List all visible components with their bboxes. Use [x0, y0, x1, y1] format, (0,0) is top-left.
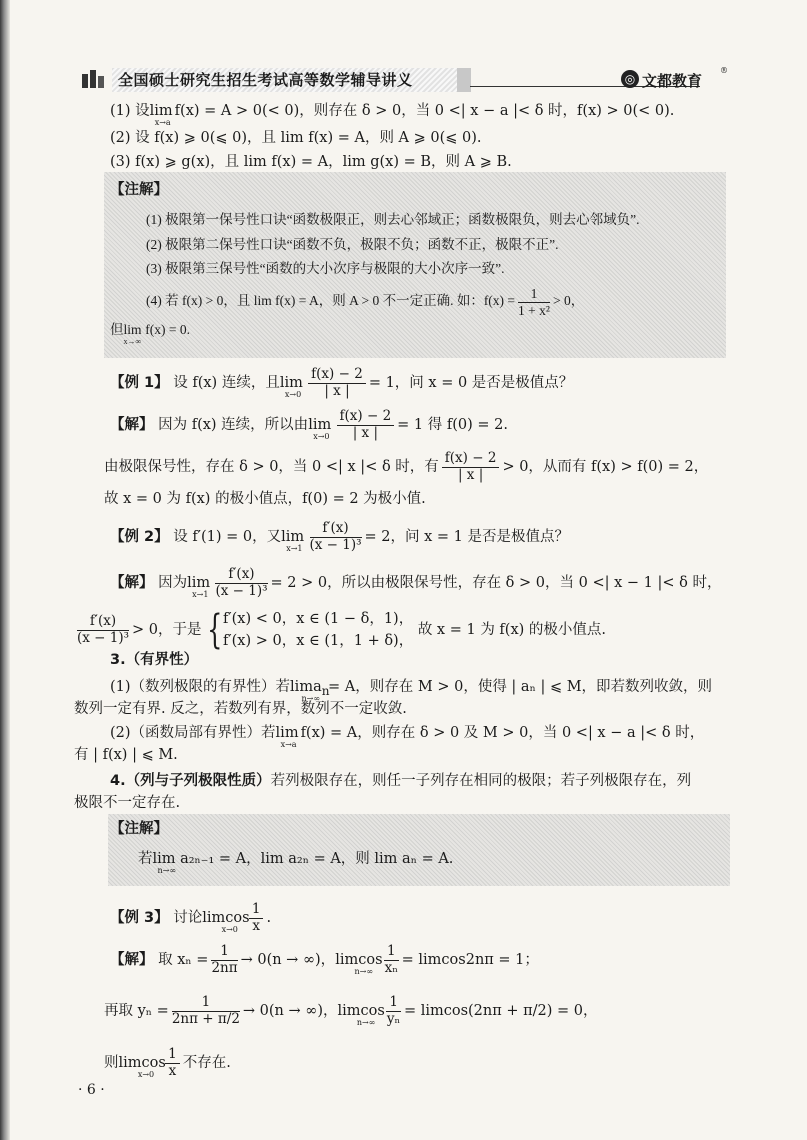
note-2-text: 若$\lim_{n\to\infty}a_{2n-1} = A$，lim a₂ₙ = A，则 lim aₙ = A.	[138, 851, 454, 875]
note-1-item-5: 但$\lim_{x\to\infty}f(x) = 0$.	[110, 322, 190, 346]
page-number: · 6 ·	[78, 1082, 105, 1098]
header-brand: 文都教育	[642, 72, 703, 90]
example-1-solution-1: 【解】 因为 f(x) 连续，所以由$\lim_{x\to 0}$ $\frac{f(x) - 2}{| x |}$ = 1 得 f(0) = 2.	[110, 408, 508, 441]
property-3: (3) f(x) ⩾ g(x)，且 lim f(x) = A，lim g(x) = B，则 A ⩾ B.	[110, 154, 512, 170]
note-1-item-1: (1) 极限第一保号性口诀“函数极限正，则去心邻域正；函数极限负，则去心邻域负”.	[146, 212, 640, 227]
example-3-question: 【例 3】 讨论limcos$_{x\to 0}$ $\frac{1}{x}$ .	[110, 901, 272, 934]
boundedness-2: (2)（函数局部有界性）若$\lim_{x\to a}f(x) = A$，则存在 δ > 0 及 M > 0，当 0 <| x − a |< δ 时，	[110, 725, 705, 749]
note-1-item-4: (4) 若 f(x) > 0，且 lim f(x) = A，则 A > 0 不一定正确. 如：f(x) = $\frac{1}{\text{1 + x²}}$ > 0，	[146, 286, 585, 318]
example-1-solution-3: 故 x = 0 为 f(x) 的极小值点，f(0) = 2 为极小值.	[104, 491, 426, 507]
note-2-heading: 【注解】	[110, 821, 168, 837]
boundedness-2-cont: 有 | f(x) | ⩽ M.	[74, 747, 178, 763]
note-1-item-2: (2) 极限第二保号性口诀“函数不负，极限不负；函数不正，极限不正”.	[146, 237, 559, 252]
wendu-logo-icon: ◎	[621, 70, 639, 88]
registered-mark: ®	[720, 66, 728, 75]
example-2-solution-2: $\frac{f'(x)}{\text{(x − 1)³}}$ > 0，于是 { f′(x) < 0，x ∈ (1 − δ，1)， f′(x) > 0，x ∈ (1，1 + δ)， 故 x = 1 为 f(x) 的极小值点.	[77, 607, 607, 653]
book-spine-shadow	[0, 0, 10, 1140]
example-3-solution-2: 再取 yₙ = $\frac{1}{2n\pi + \pi/2}$ → 0(n → ∞)，limcos$_{n\to\infty}$ $\frac{1}{\text{yₙ}}$ = limcos(2nπ + π/2) = 0，	[104, 994, 598, 1027]
note-1-heading: 【注解】	[110, 182, 168, 198]
property-1: (1) 设$\lim_{x\to a}f(x) = A > 0(< 0)$，则存在 δ > 0，当 0 <| x − a |< δ 时，f(x) > 0(< 0).	[110, 103, 675, 127]
section-3-heading: 3.（有界性）	[110, 652, 199, 668]
boundedness-1: (1)（数列极限的有界性）若lima$_{nn\to\infty}$= A，则存在 M > 0，使得 | aₙ | ⩽ M，即若数列收敛，则	[110, 679, 713, 703]
example-2-solution-1: 【解】 因为$\lim_{x\to 1}$ $\frac{f'(x)}{\text{(x − 1)³}}$ = 2 > 0，所以由极限保号性，存在 δ > 0，当 0 <| x − 1 |< δ 时，	[110, 566, 722, 599]
page-header	[70, 66, 735, 94]
section-4-cont: 极限不一定存在.	[74, 795, 181, 811]
note-box-2	[108, 814, 730, 886]
example-1-solution-2: 由极限保号性，存在 δ > 0，当 0 <| x |< δ 时，有 $\frac{f(x) - 2}{| x |}$ > 0，从而有 f(x) > f(0) = 2，	[104, 450, 709, 483]
boundedness-1-cont: 数列一定有界. 反之，若数列有界，数列不一定收敛.	[74, 701, 407, 717]
example-3-solution-1: 【解】 取 xₙ = $\frac{1}{2n\pi}$ → 0(n → ∞)，limcos$_{n\to\infty}$ $\frac{1}{\text{xₙ}}$ = limcos2nπ = 1；	[110, 943, 539, 976]
section-4: 4.（列与子列极限性质）若列极限存在，则任一子列存在相同的极限；若子列极限存在，列	[110, 773, 692, 789]
example-1-question: 【例 1】 设 f(x) 连续，且$\lim_{x\to 0}$ $\frac{f(x) - 2}{| x |}$ = 1，问 x = 0 是否是极值点？	[110, 366, 574, 399]
book-logo-icon	[80, 68, 108, 90]
property-2: (2) 设 f(x) ⩾ 0(⩽ 0)，且 lim f(x) = A，则 A ⩾ 0(⩽ 0).	[110, 130, 482, 146]
note-1-item-3: (3) 极限第三保号性“函数的大小次序与极限的大小次序一致”.	[146, 261, 505, 276]
example-2-question: 【例 2】 设 f′(1) = 0，又$\lim_{x\to 1}$ $\frac{f'(x)}{\text{(x − 1)³}}$ = 2，问 x = 1 是否是极值点？	[110, 520, 570, 553]
header-title: 全国硕士研究生招生考试高等数学辅导讲义	[118, 71, 413, 89]
example-3-solution-3: 则limcos$_{x\to 0}$ $\frac{1}{x}$ 不存在.	[104, 1046, 231, 1079]
